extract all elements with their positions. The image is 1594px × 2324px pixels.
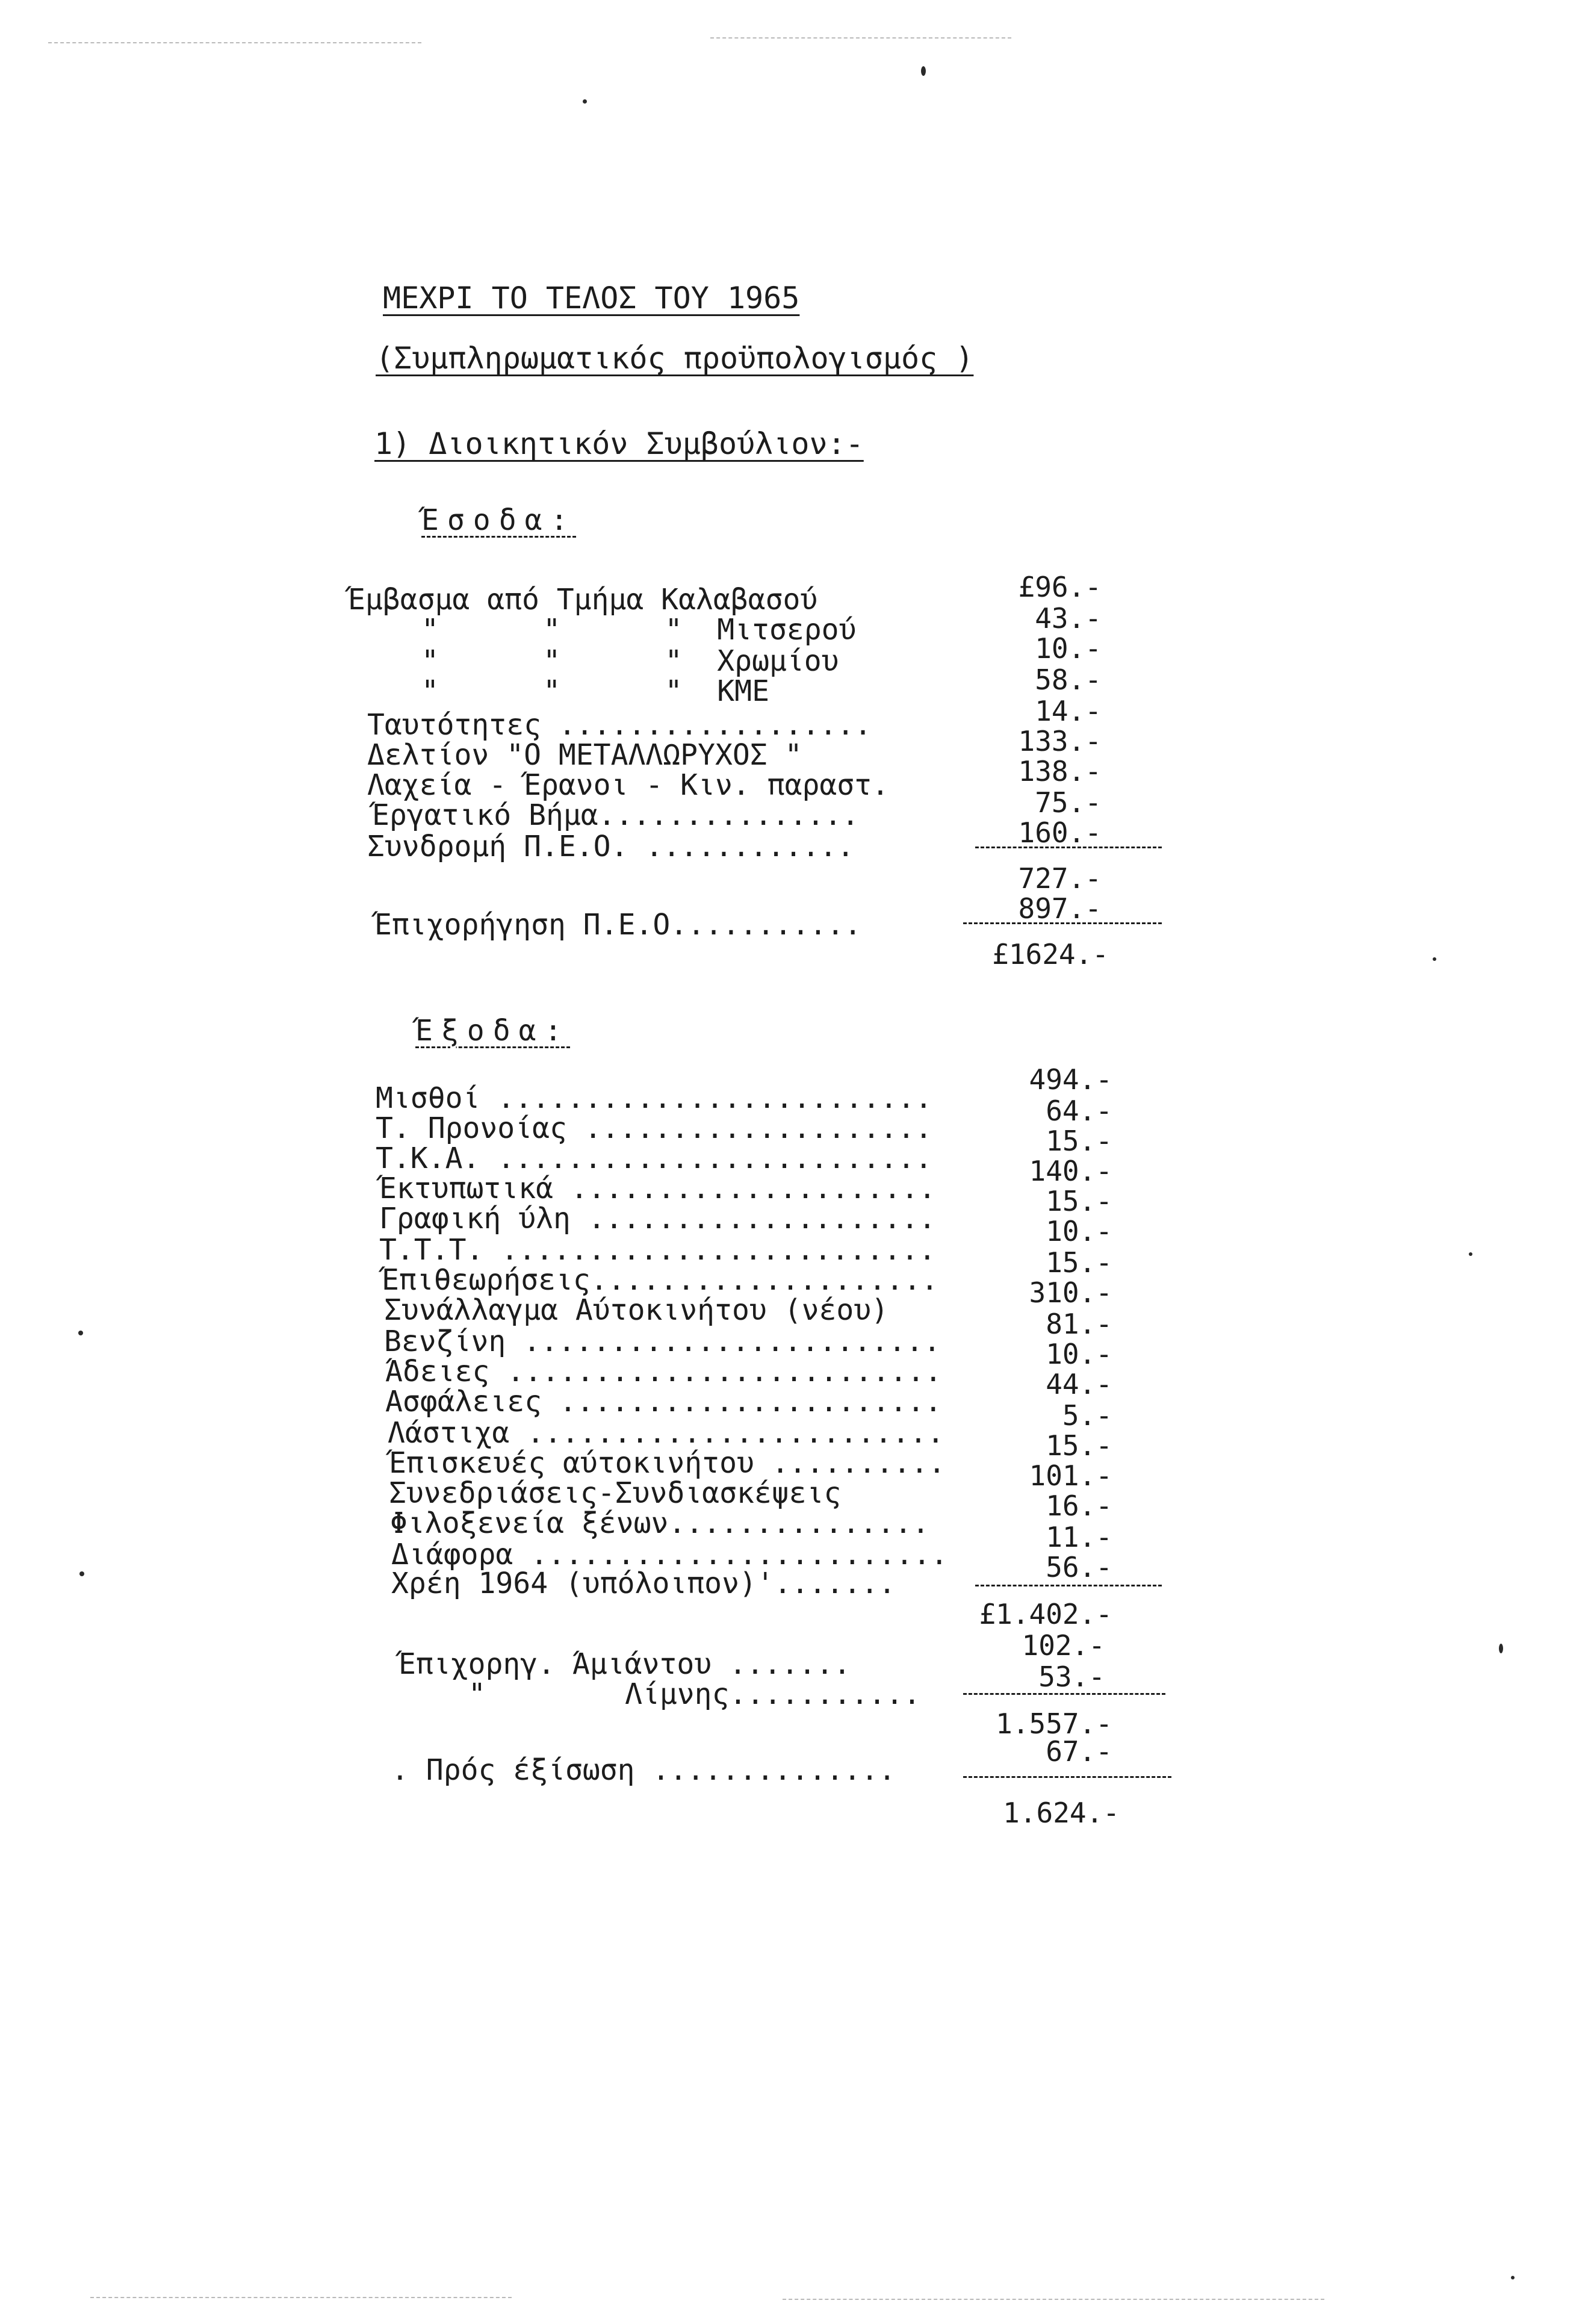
amount: 11.- <box>1046 1521 1112 1553</box>
scan-speck <box>1511 2276 1515 2279</box>
sum-line <box>975 847 1162 848</box>
expenses-header: Έξοδα: <box>415 1014 571 1048</box>
list-item: Γραφική ύλη .................... <box>379 1202 936 1235</box>
amount: 5.- <box>1062 1399 1112 1432</box>
expenses-grant-label: " Λίμνης........... <box>468 1677 921 1711</box>
amount: 133.- <box>1018 725 1102 757</box>
sum-line <box>963 1776 1171 1778</box>
scan-edge-mark <box>90 2297 512 2298</box>
list-item: Τ.Τ.Τ. ......................... <box>379 1233 936 1267</box>
amount: 75.- <box>1035 786 1102 819</box>
amount: 101.- <box>1029 1459 1112 1492</box>
scan-speck <box>78 1331 83 1335</box>
scan-edge-mark <box>710 37 1011 39</box>
amount: 14.- <box>1035 695 1102 727</box>
amount: 56.- <box>1046 1551 1112 1583</box>
list-item: Συνεδριάσεις-Συνδιασκέψεις <box>389 1476 842 1510</box>
income-header: Έσοδα: <box>421 503 577 537</box>
scan-speck <box>921 66 926 76</box>
list-item: Άδειες ......................... <box>385 1355 942 1388</box>
balance-label: . Πρός έξίσωση .............. <box>391 1753 896 1787</box>
scan-edge-mark <box>783 2299 1324 2300</box>
list-item: Έκτυπωτικά ..................... <box>379 1172 936 1205</box>
scan-speck <box>79 1571 84 1576</box>
expenses-total-before: 1.557.- <box>996 1707 1112 1740</box>
list-item: Ταυτότητες .................. <box>367 708 872 742</box>
amount: 44.- <box>1046 1368 1112 1400</box>
amount: 138.- <box>1018 755 1102 788</box>
list-item: Συνδρομή Π.Ε.Ο. ............ <box>367 830 855 863</box>
list-item: " " " Μιτσερού <box>421 613 857 647</box>
list-item: Φιλοξενεία ξένων............... <box>390 1506 929 1540</box>
scan-speck <box>1469 1252 1472 1256</box>
list-item: Έπιθεωρήσεις.................... <box>382 1263 938 1297</box>
scan-speck <box>583 99 587 104</box>
amount: 15.- <box>1046 1246 1112 1279</box>
income-grant-amount: 897.- <box>1018 892 1102 925</box>
sum-line <box>963 1693 1165 1695</box>
list-item: Έργατικό Βήμα............... <box>372 798 860 832</box>
document-title: ΜΕΧΡΙ ΤΟ ΤΕΛΟΣ ΤΟΥ 1965 <box>383 281 800 315</box>
expenses-grant-amount: 53.- <box>1038 1661 1105 1693</box>
amount: 58.- <box>1035 663 1102 696</box>
amount: 64.- <box>1046 1095 1112 1127</box>
list-item: Τ. Προνοίας .................... <box>376 1111 932 1145</box>
document-subtitle: (Συμπληρωματικός προϋπολογισμός ) <box>376 341 974 376</box>
amount: 140.- <box>1029 1155 1112 1187</box>
scan-speck <box>1499 1644 1503 1653</box>
sum-line <box>963 922 1162 924</box>
amount: 310.- <box>1029 1276 1112 1309</box>
list-item: " " " ΚΜΕ <box>421 674 769 708</box>
list-item: " " " Χρωμίου <box>421 644 839 678</box>
amount: 10.- <box>1046 1338 1112 1370</box>
list-item: Λαχεία - Έρανοι - Κιν. παραστ. <box>367 768 889 802</box>
income-subtotal: 727.- <box>1018 862 1102 895</box>
amount: 15.- <box>1046 1185 1112 1217</box>
expenses-grant-label: Έπιχορηγ. Άμιάντου ....... <box>398 1647 851 1681</box>
amount: 16.- <box>1046 1490 1112 1522</box>
amount: 43.- <box>1035 602 1102 635</box>
amount: £96.- <box>1018 571 1102 603</box>
list-item: Βενζίνη ........................ <box>384 1325 941 1358</box>
scan-edge-mark <box>48 42 421 43</box>
amount: 15.- <box>1046 1429 1112 1462</box>
list-item: Διάφορα ........................ <box>391 1538 948 1571</box>
list-item: Δελτίον "Ο ΜΕΤΑΛΛΩΡΥΧΟΣ " <box>367 738 802 772</box>
list-item: Χρέη 1964 (υπόλοιπον)'....... <box>391 1567 896 1600</box>
list-item: Μισθοί ......................... <box>376 1081 932 1115</box>
list-item: Συνάλλαγμα Αύτοκινήτου (νέου) <box>384 1293 889 1327</box>
income-total: £1624.- <box>992 938 1109 971</box>
scan-speck <box>1433 957 1436 961</box>
list-item: Τ.Κ.Α. ......................... <box>376 1142 932 1175</box>
amount: 494.- <box>1029 1063 1112 1096</box>
expenses-grant-amount: 102.- <box>1022 1629 1105 1662</box>
income-grant-label: Έπιχορήγηση Π.Ε.Ο........... <box>374 908 862 942</box>
expenses-total: 1.624.- <box>1003 1797 1120 1829</box>
list-item: Ασφάλειες ...................... <box>385 1385 942 1418</box>
balance-amount: 67.- <box>1046 1735 1112 1768</box>
list-item: Έμβασμα από Τμήμα Καλαβασού <box>348 583 818 617</box>
amount: 10.- <box>1046 1215 1112 1247</box>
amount: 160.- <box>1018 816 1102 849</box>
amount: 81.- <box>1046 1308 1112 1340</box>
expenses-subtotal: £1.402.- <box>979 1598 1112 1630</box>
list-item: Έπισκευές αύτοκινήτου .......... <box>389 1446 946 1480</box>
list-item: Λάστιχα ........................ <box>388 1416 944 1450</box>
sum-line <box>975 1585 1162 1586</box>
amount: 10.- <box>1035 632 1102 665</box>
amount: 15.- <box>1046 1125 1112 1157</box>
section-heading: 1) Διοικητικόν Συμβούλιον:- <box>374 426 864 461</box>
